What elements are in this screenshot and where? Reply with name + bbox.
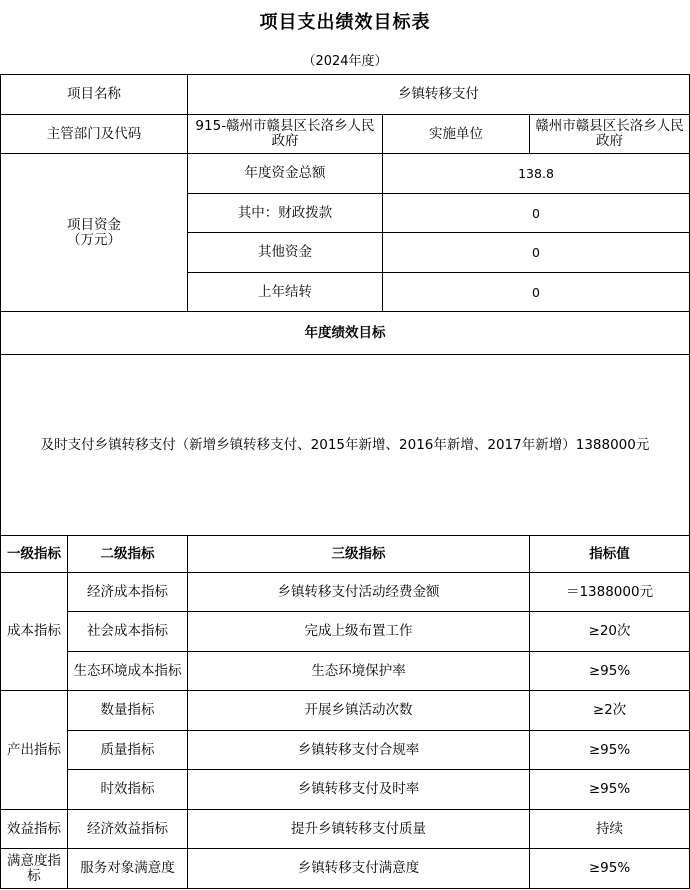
indicator-value: 持续	[530, 810, 690, 849]
fund-other-value: 0	[383, 233, 690, 273]
indicator-value: ≥95%	[530, 849, 690, 889]
header-value: 指标值	[530, 536, 690, 573]
indicator-l2: 时效指标	[68, 770, 188, 810]
indicator-l3: 完成上级布置工作	[188, 612, 530, 652]
fund-carryover-value: 0	[383, 273, 690, 312]
indicator-l2: 质量指标	[68, 731, 188, 770]
impl-unit-value: 赣州市赣县区长洛乡人民政府	[530, 115, 690, 154]
fund-carryover-label: 上年结转	[188, 273, 383, 312]
indicator-l3: 乡镇转移支付合规率	[188, 731, 530, 770]
fiscal-year: （2024年度）	[302, 53, 388, 69]
indicator-l2: 经济成本指标	[68, 573, 188, 612]
project-name-label: 项目名称	[1, 75, 188, 115]
funds-label: 项目资金 （万元）	[1, 154, 188, 312]
indicator-value: ≥95%	[530, 652, 690, 691]
indicator-value: ＝1388000元	[530, 573, 690, 612]
indicator-l3: 乡镇转移支付及时率	[188, 770, 530, 810]
indicator-l1: 效益指标	[1, 810, 68, 849]
indicator-l2: 经济效益指标	[68, 810, 188, 849]
indicator-l1: 满意度指标	[1, 849, 68, 889]
fund-total-value: 138.8	[383, 154, 690, 194]
indicator-l1: 成本指标	[1, 573, 68, 691]
header-level1: 一级指标	[1, 536, 68, 573]
indicator-l3: 生态环境保护率	[188, 652, 530, 691]
page-title: 项目支出绩效目标表	[259, 12, 431, 33]
indicator-value: ≥95%	[530, 731, 690, 770]
dept-label: 主管部门及代码	[1, 115, 188, 154]
indicator-l3: 提升乡镇转移支付质量	[188, 810, 530, 849]
indicator-l3: 开展乡镇活动次数	[188, 691, 530, 731]
dept-value: 915-赣州市赣县区长洛乡人民政府	[188, 115, 383, 154]
goal-text: 及时支付乡镇转移支付（新增乡镇转移支付、2015年新增、2016年新增、2017年新增）1388000元	[1, 355, 690, 536]
indicator-l2: 社会成本指标	[68, 612, 188, 652]
indicator-value: ≥20次	[530, 612, 690, 652]
indicator-l3: 乡镇转移支付活动经费金额	[188, 573, 530, 612]
fund-total-label: 年度资金总额	[188, 154, 383, 194]
fund-fiscal-label: 其中：财政拨款	[188, 194, 383, 233]
fund-other-label: 其他资金	[188, 233, 383, 273]
indicator-value: ≥95%	[530, 770, 690, 810]
impl-unit-label: 实施单位	[383, 115, 530, 154]
performance-table	[0, 74, 690, 889]
indicator-l3: 乡镇转移支付满意度	[188, 849, 530, 889]
header-level2: 二级指标	[68, 536, 188, 573]
indicator-l1: 产出指标	[1, 691, 68, 810]
indicator-l2: 服务对象满意度	[68, 849, 188, 889]
goal-header: 年度绩效目标	[1, 312, 690, 355]
project-name-value: 乡镇转移支付	[188, 75, 690, 115]
header-level3: 三级指标	[188, 536, 530, 573]
indicator-value: ≥2次	[530, 691, 690, 731]
indicator-l2: 数量指标	[68, 691, 188, 731]
fund-fiscal-value: 0	[383, 194, 690, 233]
indicator-l2: 生态环境成本指标	[68, 652, 188, 691]
